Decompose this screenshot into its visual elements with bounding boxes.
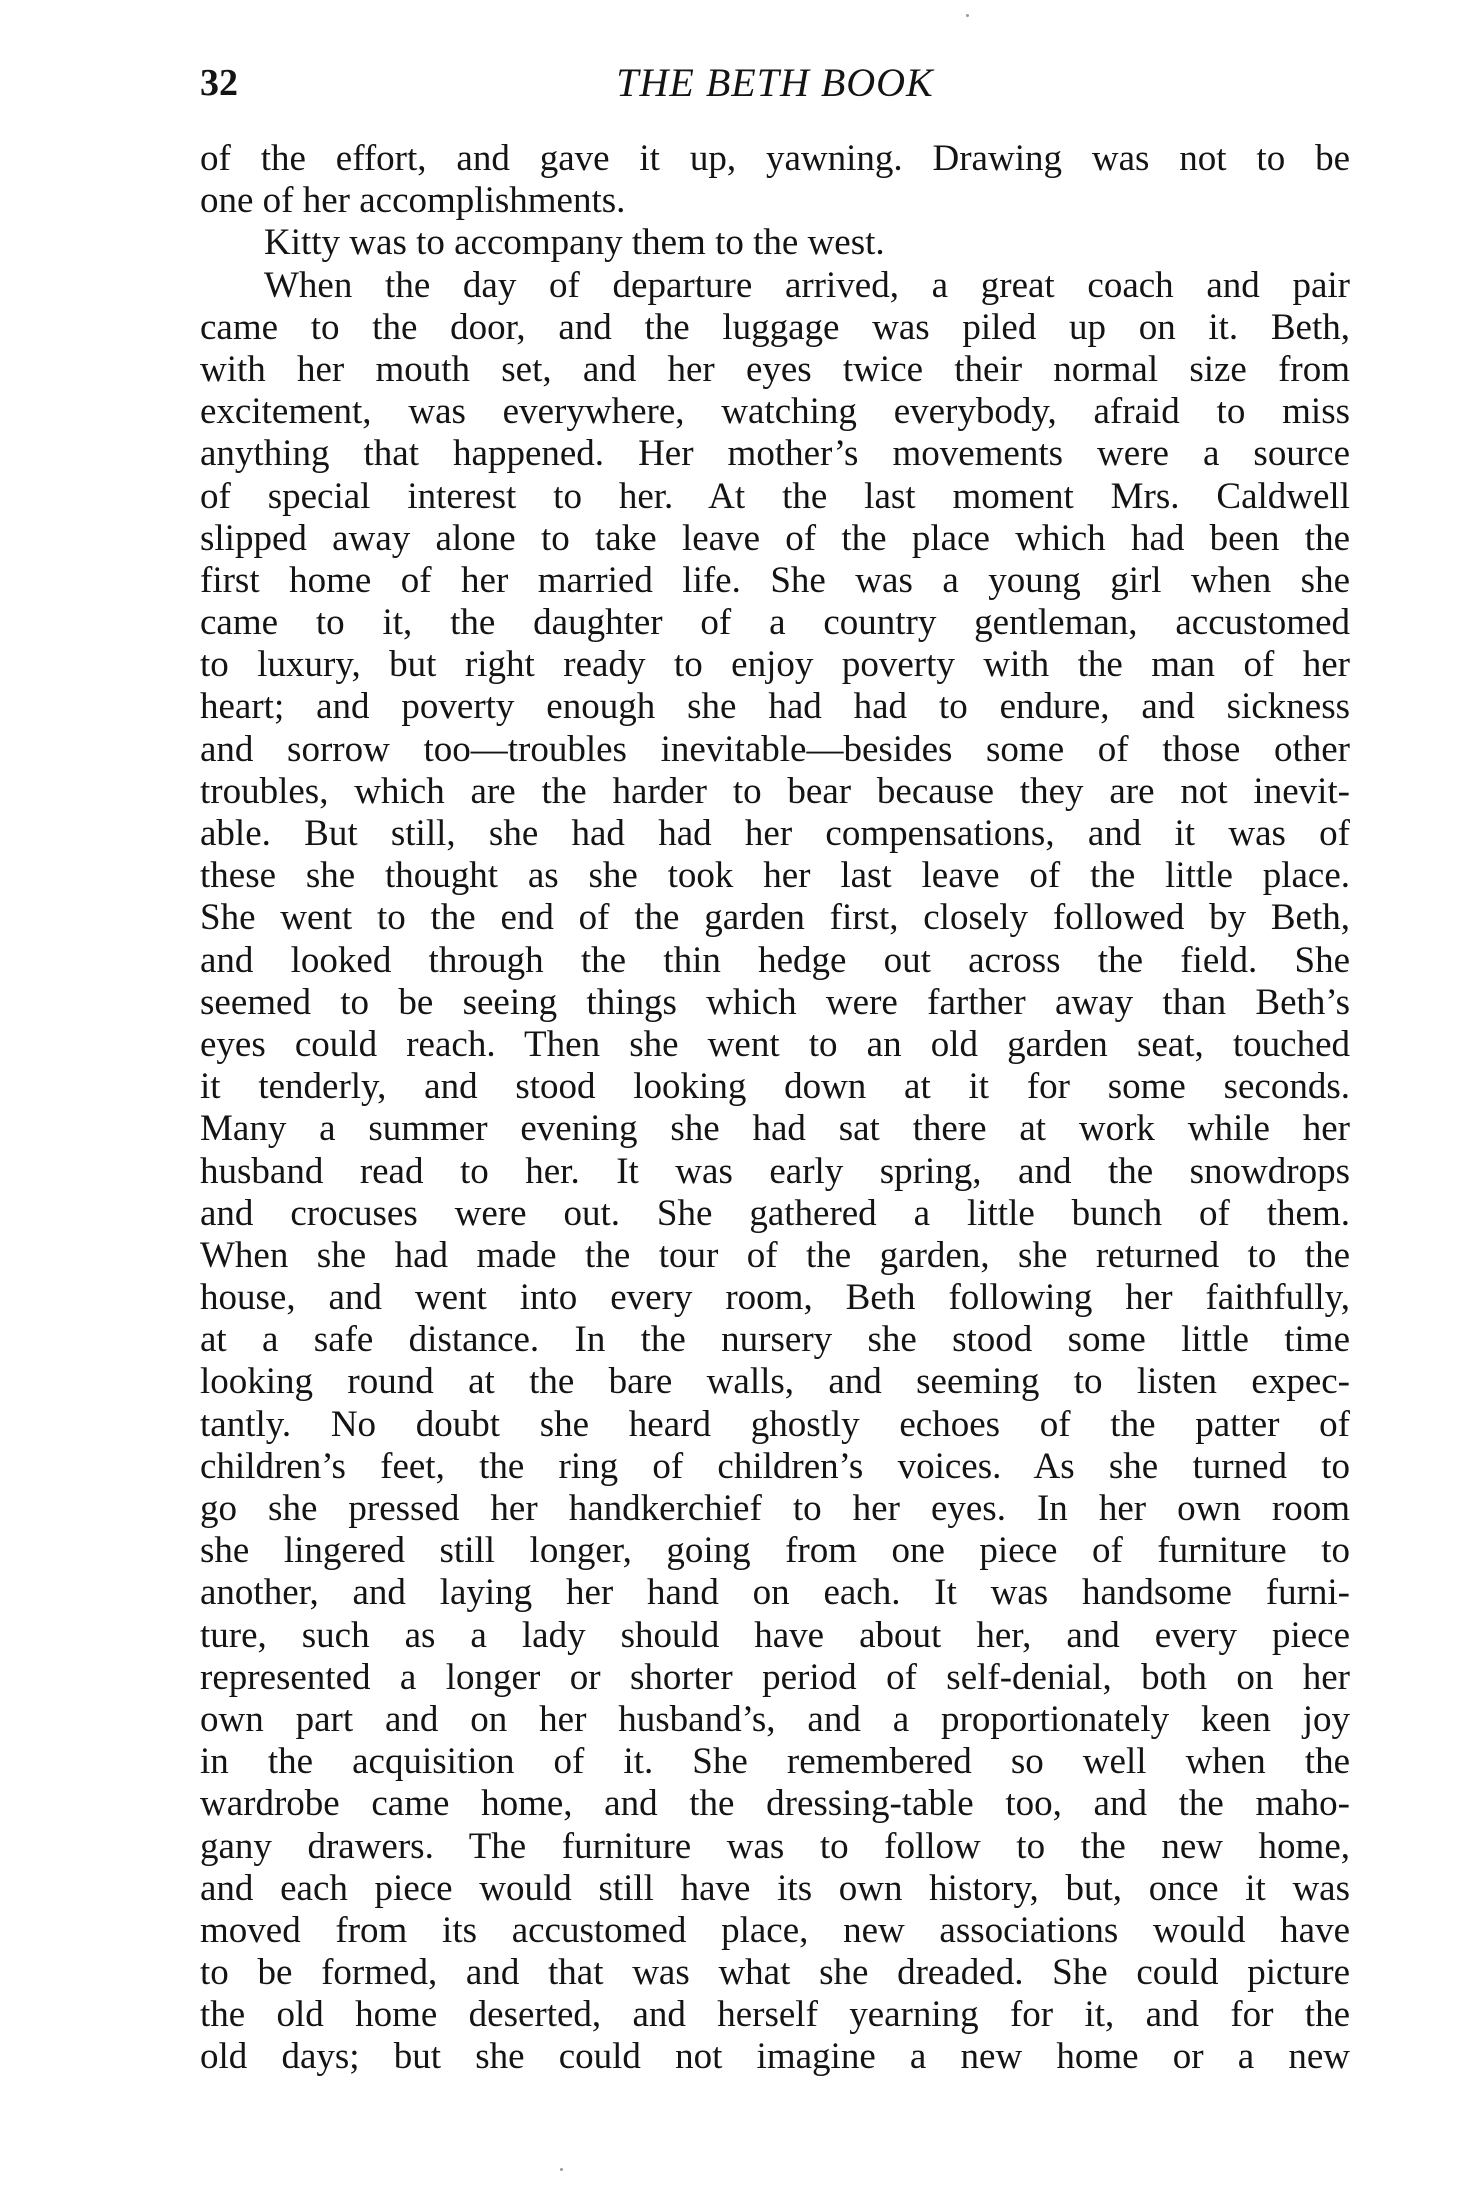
- text-line: old days; but she could not imagine a new home or a new: [200, 2036, 1350, 2078]
- text-line: She went to the end of the garden first, closely followed by Beth,: [200, 897, 1350, 939]
- text-line: go she pressed her handkerchief to her eyes. In her own room: [200, 1488, 1350, 1529]
- text-line: to be formed, and that was what she dreaded. She could picture: [200, 1952, 1350, 1994]
- text-line: anything that happened. Her mother’s movements were a source: [200, 433, 1350, 475]
- text-line: and sorrow too—troubles inevitable—besides some of those other: [200, 728, 1350, 770]
- text-line: eyes could reach. Then she went to an old garden seat, touched: [200, 1023, 1350, 1065]
- text-line: first home of her married life. She was a young girl when she: [200, 559, 1350, 601]
- text-line: house, and went into every room, Beth following her faithfully,: [200, 1277, 1350, 1319]
- text-line: Kitty was to accompany them to the west.: [264, 222, 885, 264]
- ink-speck: [966, 14, 969, 17]
- text-line: heart; and poverty enough she had had to endure, and sickness: [200, 686, 1350, 728]
- text-line: of the effort, and gave it up, yawning. Drawing was not to be: [200, 138, 1350, 179]
- text-line: moved from its accustomed place, new associations would have: [200, 1909, 1350, 1951]
- text-line: the old home deserted, and herself yearning for it, and for the: [200, 1994, 1350, 2036]
- text-line: came to the door, and the luggage was piled up on it. Beth,: [200, 306, 1350, 348]
- text-line: excitement, was everywhere, watching everybody, afraid to miss: [200, 391, 1350, 433]
- text-line: When she had made the tour of the garden, she returned to the: [200, 1234, 1350, 1276]
- text-line: to luxury, but right ready to enjoy poverty with the man of her: [200, 644, 1350, 686]
- text-line: and each piece would still have its own history, but, once it was: [200, 1867, 1350, 1909]
- body-text: [200, 138, 1350, 2079]
- text-line: gany drawers. The furniture was to follow to the new home,: [200, 1825, 1350, 1867]
- text-line: at a safe distance. In the nursery she stood some little time: [200, 1319, 1350, 1361]
- page-number: 32: [200, 62, 238, 104]
- book-title: THE BETH BOOK: [616, 60, 934, 105]
- text-line: wardrobe came home, and the dressing-table too, and the maho-: [200, 1783, 1350, 1825]
- text-line: these she thought as she took her last leave of the little place.: [200, 855, 1350, 897]
- text-line: it tenderly, and stood looking down at it for some seconds.: [200, 1066, 1350, 1108]
- text-line: another, and laying her hand on each. It was handsome furni-: [200, 1572, 1350, 1614]
- text-line: tantly. No doubt she heard ghostly echoes of the patter of: [200, 1403, 1350, 1445]
- text-line: and looked through the thin hedge out across the field. She: [200, 939, 1350, 981]
- text-line: Many a summer evening she had sat there at work while her: [200, 1108, 1350, 1150]
- text-line: came to it, the daughter of a country gentleman, accustomed: [200, 602, 1350, 644]
- text-line: own part and on her husband’s, and a proportionately keen joy: [200, 1698, 1350, 1740]
- text-line: seemed to be seeing things which were farther away than Beth’s: [200, 981, 1350, 1023]
- text-line: with her mouth set, and her eyes twice their normal size from: [200, 348, 1350, 390]
- running-head: [200, 58, 1350, 108]
- text-line: and crocuses were out. She gathered a little bunch of them.: [200, 1192, 1350, 1234]
- text-line: of special interest to her. At the last moment Mrs. Caldwell: [200, 475, 1350, 517]
- text-line: When the day of departure arrived, a great coach and pair: [264, 264, 1350, 306]
- text-line: one of her accomplishments.: [200, 180, 626, 222]
- text-line: able. But still, she had had her compensations, and it was of: [200, 813, 1350, 854]
- ink-speck: [560, 2168, 563, 2171]
- text-line: represented a longer or shorter period of self-denial, both on her: [200, 1656, 1350, 1698]
- text-line: slipped away alone to take leave of the place which had been the: [200, 517, 1350, 559]
- text-line: troubles, which are the harder to bear because they are not inevit-: [200, 770, 1350, 812]
- text-line: she lingered still longer, going from one piece of furniture to: [200, 1530, 1350, 1572]
- text-line: ture, such as a lady should have about her, and every piece: [200, 1614, 1350, 1656]
- text-line: children’s feet, the ring of children’s voices. As she turned to: [200, 1445, 1350, 1487]
- text-line: in the acquisition of it. She remembered so well when the: [200, 1741, 1350, 1783]
- text-line: looking round at the bare walls, and seeming to listen expec-: [200, 1361, 1350, 1403]
- text-line: husband read to her. It was early spring, and the snowdrops: [200, 1150, 1350, 1192]
